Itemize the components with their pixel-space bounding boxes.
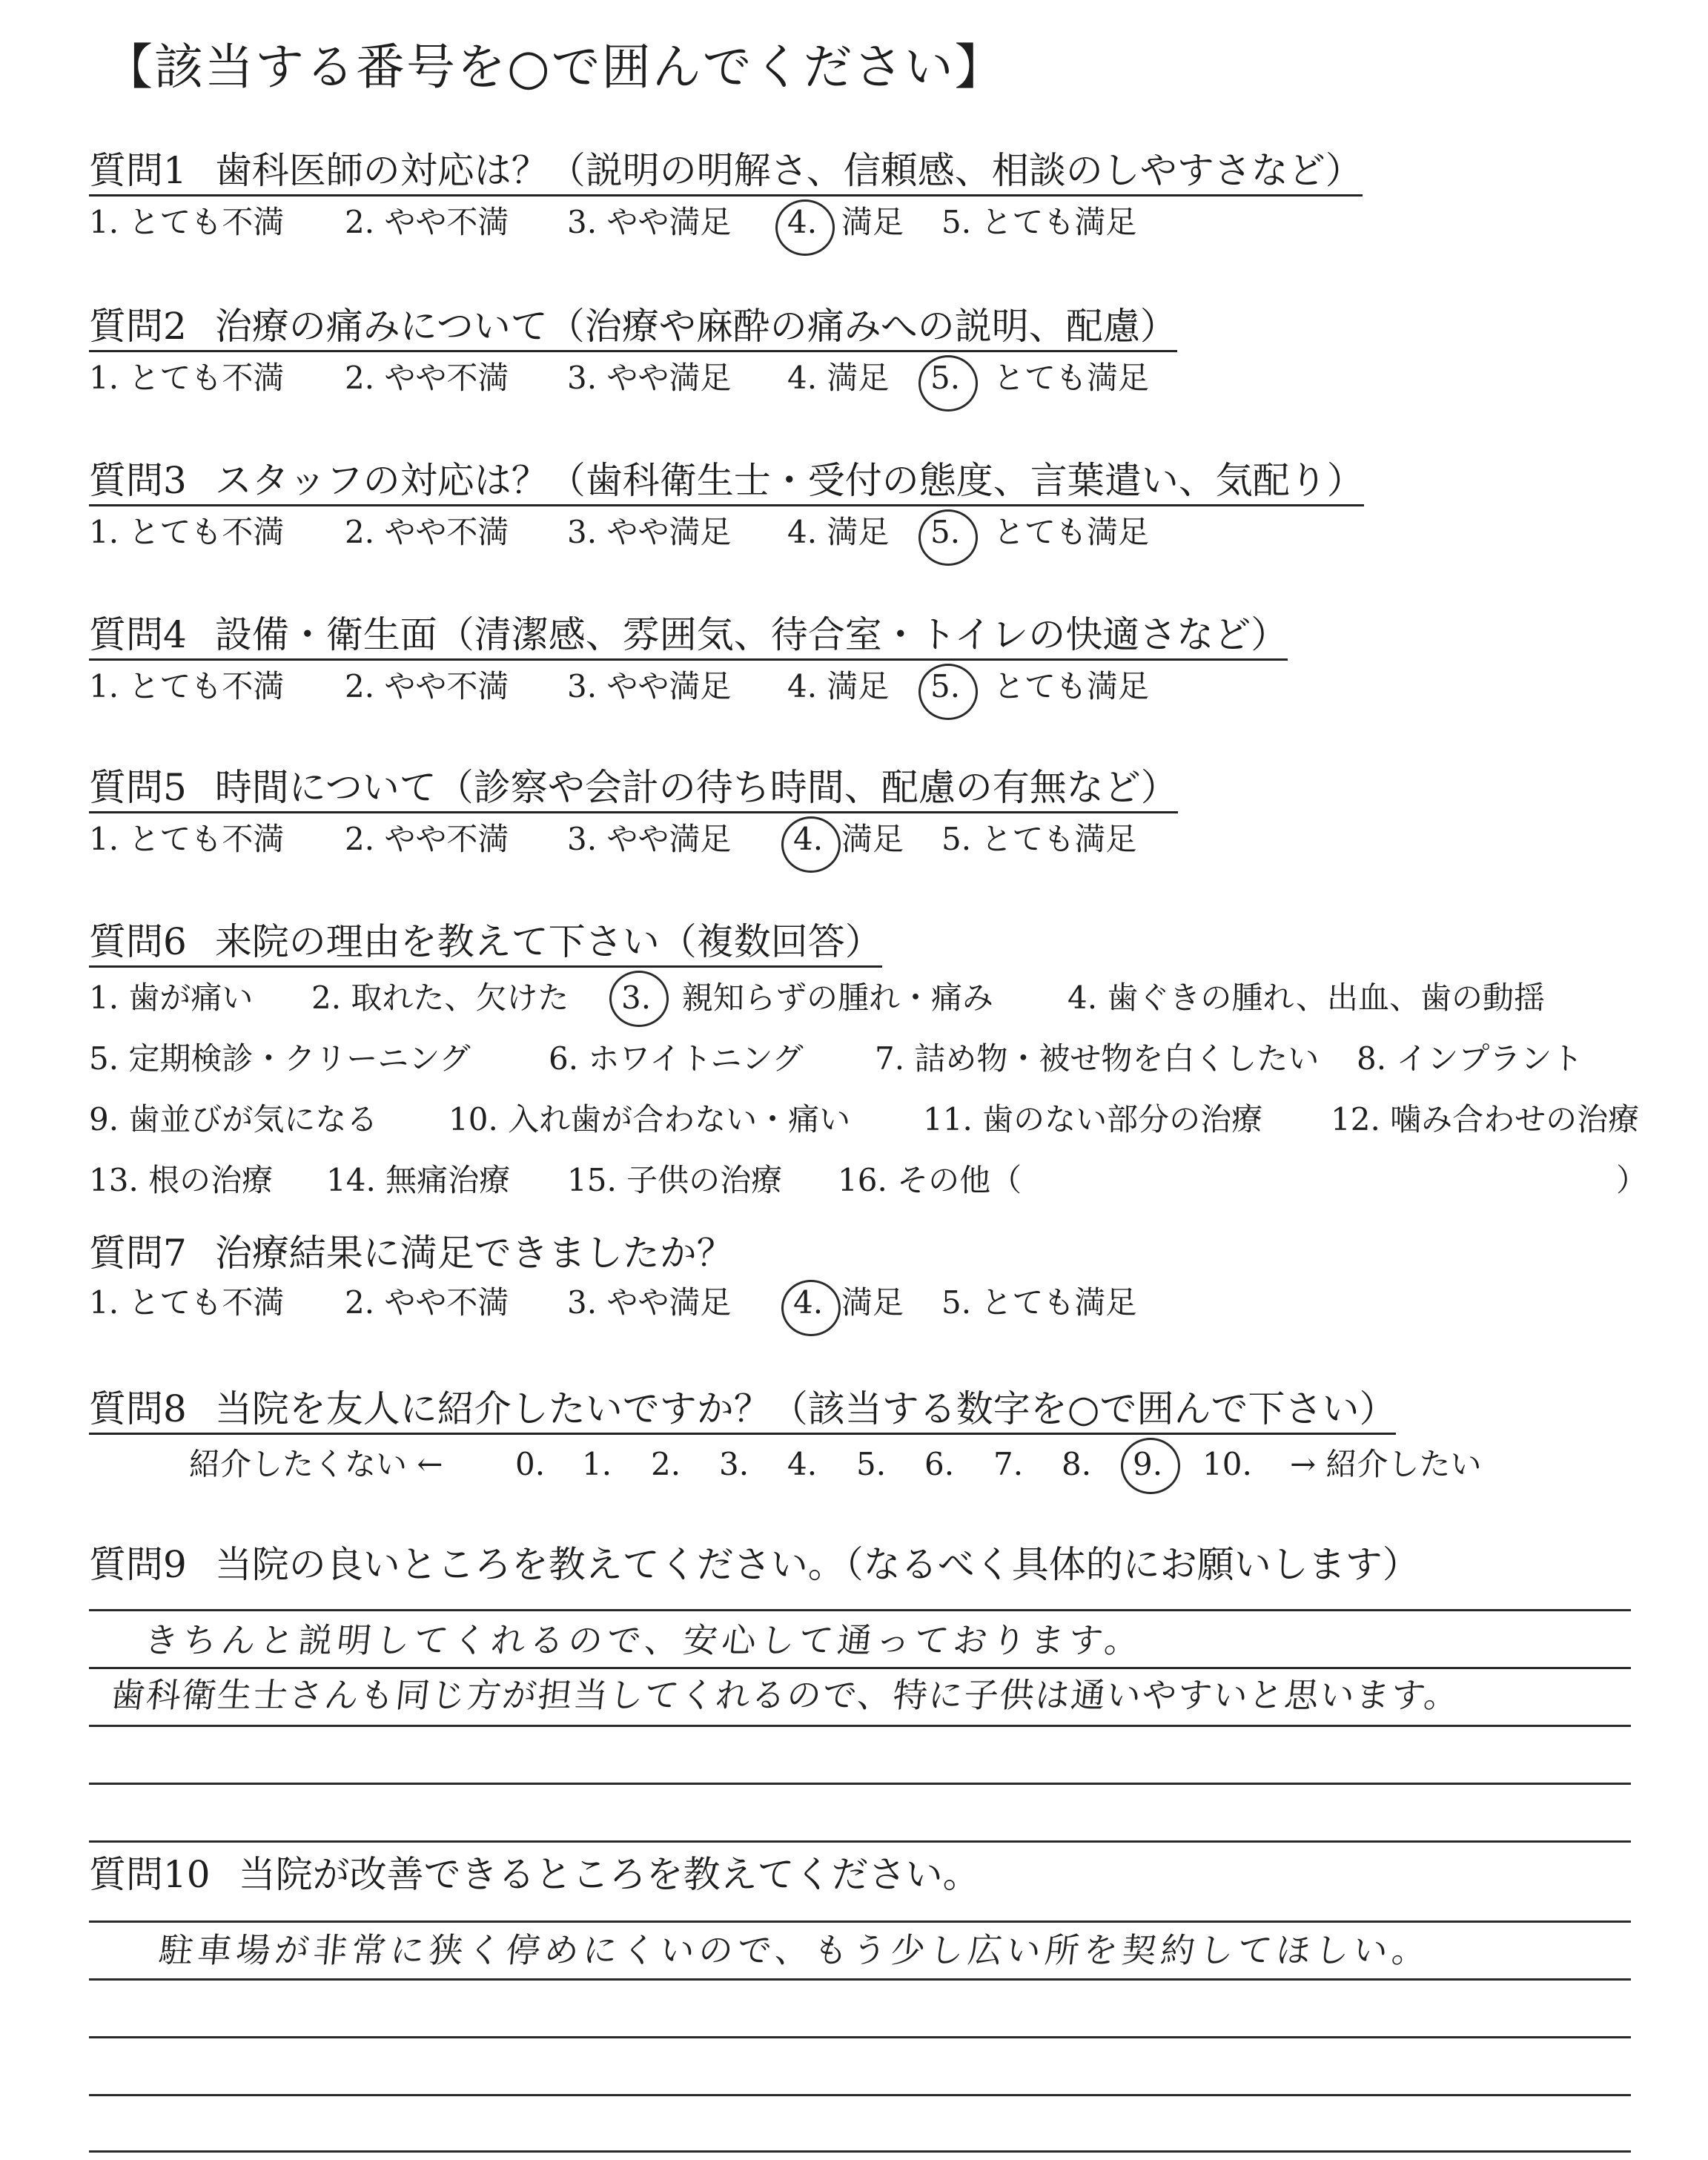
option-5[interactable]: 5. とても満足 <box>941 821 1137 857</box>
answer-options <box>89 1277 1137 1329</box>
option-2[interactable]: 2. やや不満 <box>345 821 509 857</box>
reason-option[interactable]: 9. 歯並びが気になる <box>89 1101 378 1137</box>
option-4-label: 満足 <box>841 821 904 857</box>
question-text: 時間について（診察や会計の待ち時間、配慮の有無など） <box>214 766 1178 809</box>
answer-line <box>89 1609 1631 1611</box>
option-3[interactable]: 3. やや満足 <box>567 668 732 704</box>
reason-option[interactable]: 13. 根の治療 <box>89 1162 274 1198</box>
option-5-circled[interactable]: 5. <box>930 352 960 404</box>
question-text: 当院が改善できるところを教えてください。 <box>238 1853 980 1896</box>
handwritten-answer[interactable]: 駐車場が非常に狭く停めにくいので、もう少し広い所を契約してほしい。 <box>156 1930 1433 1970</box>
option-4-circled[interactable]: 4. <box>793 813 823 865</box>
answer-line <box>89 1840 1631 1843</box>
option-5[interactable]: 5. とても満足 <box>941 1284 1137 1321</box>
question-9 <box>89 1542 1420 1588</box>
other-close-paren: ） <box>1616 1162 1648 1198</box>
option-4-label: 満足 <box>841 1284 904 1321</box>
answer-options <box>89 813 1178 865</box>
reason-option-circled[interactable]: 3. <box>621 968 651 1028</box>
answer-line <box>89 2036 1631 2038</box>
question-text: 治療の痛みについて（治療や麻酔の痛みへの説明、配慮） <box>214 305 1177 348</box>
option-3[interactable]: 3. やや満足 <box>567 1284 732 1321</box>
question-number: 質問6 <box>89 920 187 963</box>
option-3[interactable]: 3. やや満足 <box>567 821 732 857</box>
handwritten-answer[interactable]: きちんと説明してくれるので、安心して通っております。 <box>142 1620 1145 1660</box>
handwritten-answer[interactable]: 歯科衛生士さんも同じ方が担当してくれるので、特に子供は通いやすいと思います。 <box>108 1675 1462 1715</box>
scale-3[interactable]: 3. <box>719 1446 749 1482</box>
reason-line-1 <box>89 968 1545 1028</box>
question-4 <box>89 612 1288 713</box>
question-number: 質問10 <box>89 1853 211 1896</box>
question-5 <box>89 765 1178 865</box>
scale-4[interactable]: 4. <box>787 1446 818 1482</box>
answer-line <box>89 1920 1631 1923</box>
answer-options <box>89 196 1363 248</box>
scale-10[interactable]: 10. <box>1202 1446 1252 1482</box>
option-4-circled[interactable]: 4. <box>787 196 817 248</box>
question-text: 来院の理由を教えて下さい（複数回答） <box>214 920 882 963</box>
reason-option[interactable]: 2. 取れた、欠けた <box>311 980 569 1016</box>
option-2[interactable]: 2. やや不満 <box>345 1284 509 1321</box>
question-title <box>89 919 882 968</box>
answer-options <box>89 352 1177 404</box>
question-title <box>89 148 1363 196</box>
option-2[interactable]: 2. やや不満 <box>345 668 509 704</box>
scale-9-circled[interactable]: 9. <box>1133 1435 1162 1494</box>
scale-0[interactable]: 0. <box>515 1446 546 1482</box>
option-2[interactable]: 2. やや不満 <box>345 204 509 240</box>
question-number: 質問8 <box>89 1387 187 1430</box>
answer-line <box>89 1978 1631 1981</box>
reason-option[interactable]: 14. 無痛治療 <box>326 1162 511 1198</box>
option-1[interactable]: 1. とても不満 <box>89 668 285 704</box>
reason-line-3 <box>89 1089 1640 1150</box>
option-4[interactable]: 4. 満足 <box>787 668 890 704</box>
reason-option[interactable]: 5. 定期検診・クリーニング <box>89 1040 471 1077</box>
answer-line <box>89 1783 1631 1785</box>
option-3[interactable]: 3. やや満足 <box>567 360 732 396</box>
option-4-label: 満足 <box>841 204 904 240</box>
reason-option-other[interactable]: 16. その他（ <box>838 1162 1022 1198</box>
scale-6[interactable]: 6. <box>924 1446 955 1482</box>
question-number: 質問3 <box>89 459 187 502</box>
question-title <box>89 1231 734 1277</box>
option-3[interactable]: 3. やや満足 <box>567 204 732 240</box>
question-text: スタッフの対応は？（歯科衛生士・受付の態度、言葉遣い、気配り） <box>214 459 1364 502</box>
question-number: 質問1 <box>89 149 187 192</box>
reason-option[interactable]: 8. インプラント <box>1357 1040 1583 1077</box>
option-1[interactable]: 1. とても不満 <box>89 821 285 857</box>
question-title <box>89 1542 1420 1588</box>
question-1 <box>89 148 1363 248</box>
question-text: 歯科医師の対応は？（説明の明解さ、信頼感、相談のしやすさなど） <box>214 149 1363 192</box>
option-5-circled[interactable]: 5. <box>930 506 960 558</box>
question-text: 治療結果に満足できましたか？ <box>214 1232 734 1275</box>
option-1[interactable]: 1. とても不満 <box>89 360 285 396</box>
question-title <box>89 612 1288 661</box>
option-1[interactable]: 1. とても不満 <box>89 514 285 550</box>
question-7 <box>89 1231 1137 1329</box>
option-1[interactable]: 1. とても不満 <box>89 204 285 240</box>
option-5[interactable]: 5. とても満足 <box>941 204 1137 240</box>
option-4[interactable]: 4. 満足 <box>787 360 890 396</box>
question-3 <box>89 458 1364 558</box>
scale-1[interactable]: 1. <box>582 1446 612 1482</box>
option-5-label: とても満足 <box>993 668 1150 704</box>
scale-2[interactable]: 2. <box>651 1446 681 1482</box>
question-title <box>89 458 1364 506</box>
question-title <box>89 1387 1396 1435</box>
option-3[interactable]: 3. やや満足 <box>567 514 732 550</box>
scale-5[interactable]: 5. <box>856 1446 887 1482</box>
question-text: 当院を友人に紹介したいですか？（該当する数字を○で囲んで下さい） <box>214 1387 1397 1430</box>
question-number: 質問9 <box>89 1543 187 1586</box>
reason-option[interactable]: 4. 歯ぐきの腫れ、出血、歯の動揺 <box>1068 980 1545 1016</box>
scale-7[interactable]: 7. <box>993 1446 1024 1482</box>
reason-option[interactable]: 6. ホワイトニング <box>549 1040 804 1077</box>
question-number: 質問5 <box>89 766 187 809</box>
recommend-scale <box>89 1435 1482 1494</box>
question-number: 質問2 <box>89 305 187 348</box>
question-number: 質問7 <box>89 1232 187 1275</box>
answer-line <box>89 2150 1631 2153</box>
reason-option[interactable]: 12. 噛み合わせの治療 <box>1331 1101 1640 1137</box>
scale-8[interactable]: 8. <box>1062 1446 1092 1482</box>
question-text: 当院の良いところを教えてください。（なるべく具体的にお願いします） <box>214 1543 1420 1586</box>
scale-high-label: → 紹介したい <box>1290 1446 1482 1482</box>
reason-option[interactable]: 15. 子供の治療 <box>567 1162 783 1198</box>
reason-option[interactable]: 7. 詰め物・被せ物を白くしたい <box>875 1040 1320 1077</box>
instruction-header: 【該当する番号を○で囲んでください】 <box>104 39 1005 96</box>
answer-line <box>89 2094 1631 2096</box>
reason-option[interactable]: 10. 入れ歯が合わない・痛い <box>448 1101 851 1137</box>
option-2[interactable]: 2. やや不満 <box>345 360 509 396</box>
scale-low-label: 紹介したくない ← <box>189 1446 443 1482</box>
answer-options <box>89 661 1288 713</box>
reason-line-4 <box>89 1150 1648 1211</box>
question-title <box>89 304 1177 352</box>
question-title <box>89 765 1178 813</box>
option-2[interactable]: 2. やや不満 <box>345 514 509 550</box>
question-title <box>89 1852 980 1898</box>
question-text: 設備・衛生面（清潔感、雰囲気、待合室・トイレの快適さなど） <box>214 613 1288 656</box>
option-5-label: とても満足 <box>993 360 1150 396</box>
option-1[interactable]: 1. とても不満 <box>89 1284 285 1321</box>
option-5-circled[interactable]: 5. <box>930 661 960 713</box>
reason-option[interactable]: 11. 歯のない部分の治療 <box>923 1101 1263 1137</box>
question-8 <box>89 1387 1482 1494</box>
answer-options <box>89 506 1364 558</box>
reason-line-2 <box>89 1028 1583 1089</box>
question-10 <box>89 1852 980 1898</box>
option-4-circled[interactable]: 4. <box>793 1277 823 1329</box>
option-4[interactable]: 4. 満足 <box>787 514 890 550</box>
question-6 <box>89 919 1648 1211</box>
reason-option-label: 親知らずの腫れ・痛み <box>682 980 994 1016</box>
question-2 <box>89 304 1177 404</box>
question-number: 質問4 <box>89 613 187 656</box>
answer-line <box>89 1725 1631 1727</box>
option-5-label: とても満足 <box>993 514 1150 550</box>
reason-option[interactable]: 1. 歯が痛い <box>89 980 254 1016</box>
